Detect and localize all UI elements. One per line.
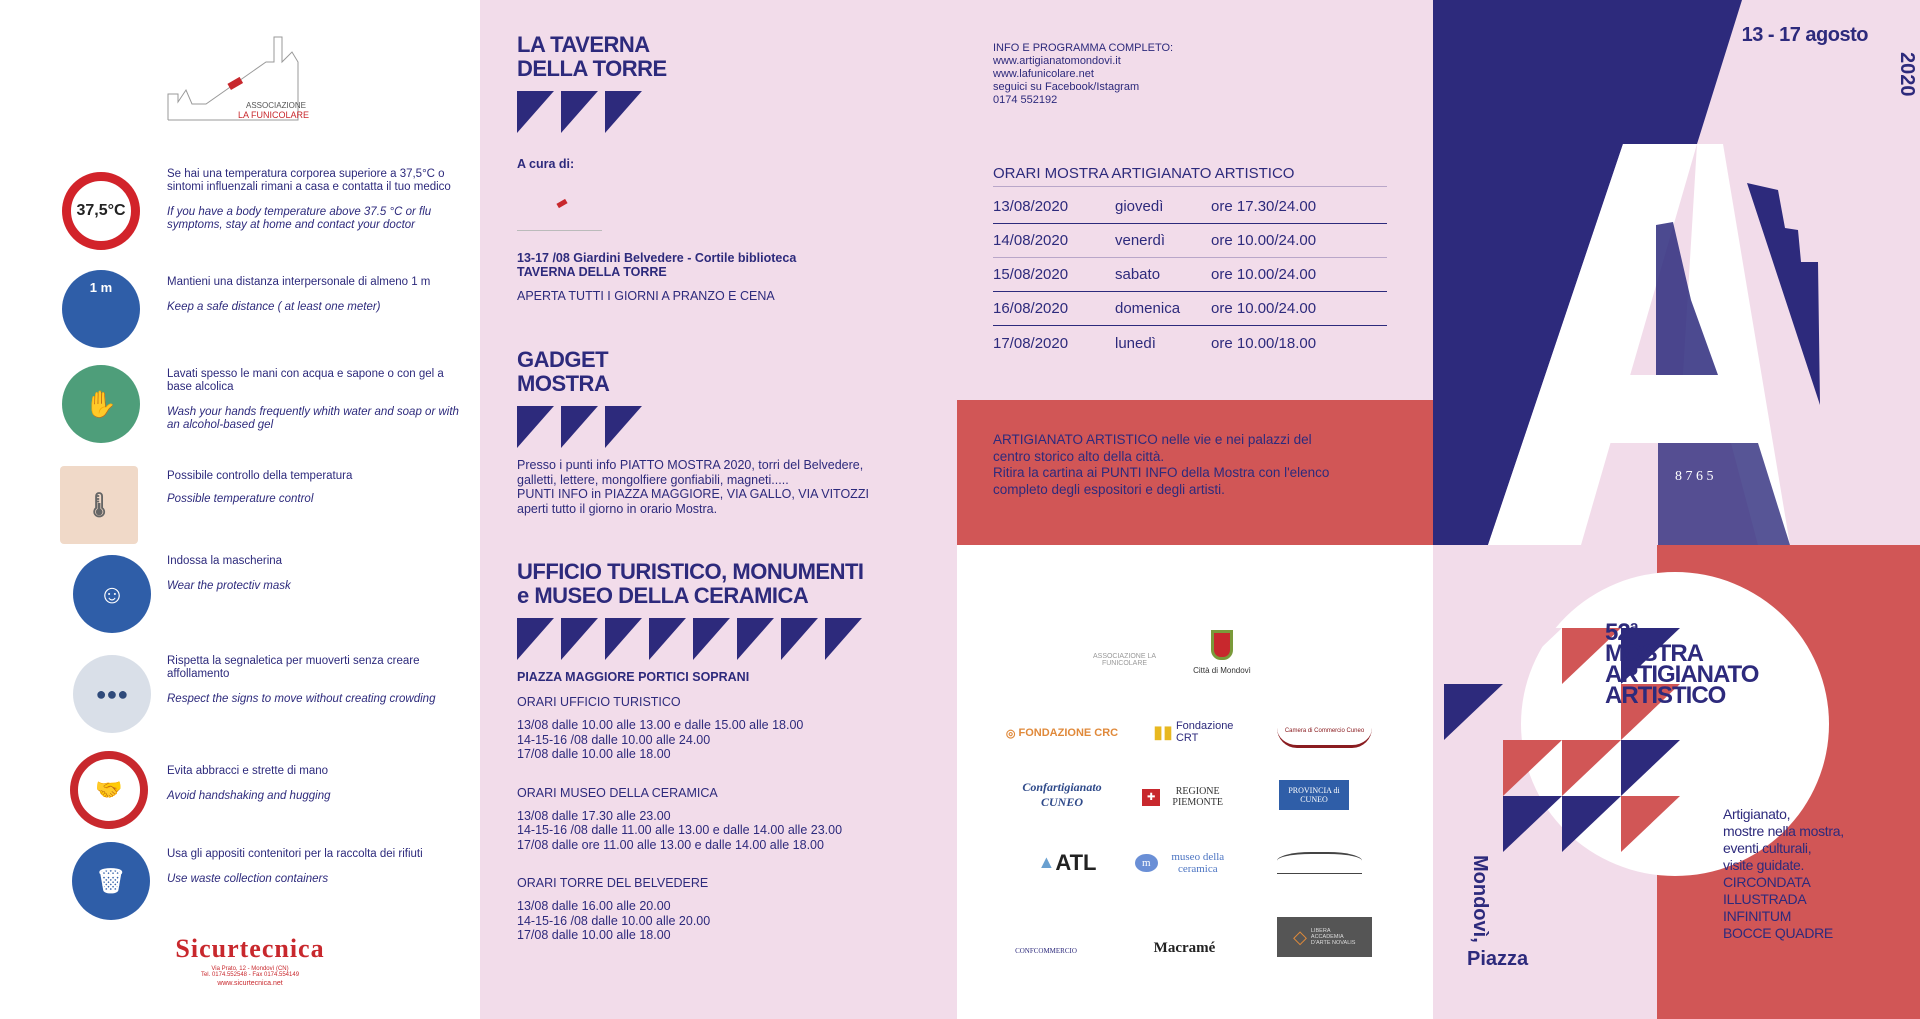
poster-cover — [1433, 0, 1920, 1019]
event-dates: 13 - 17 agosto — [1741, 24, 1868, 46]
svg-text:8 7 6 5: 8 7 6 5 — [1675, 469, 1714, 484]
crowd-icon: ●●● — [73, 655, 151, 733]
no-handshake-icon: 🤝 — [70, 751, 148, 829]
confartigianato-logo: Confartigianato CUNEO — [1022, 780, 1102, 809]
table-row: 16/08/2020 domenica ore 10.00/24.00 — [993, 292, 1387, 326]
ufficio-title: UFFICIO TURISTICO, MONUMENTI — [517, 559, 864, 584]
table-row: 13/08/2020 giovedì ore 17.30/24.00 — [993, 190, 1387, 224]
table-row: 14/08/2020 venerdì ore 10.00/24.00 — [993, 224, 1387, 258]
sicurtecnica-logo: Sicurtecnica Via Prato, 12 - Mondovì (CN) Tel. 0174.552548 - Fax 0174.554149 www.sicurtecnica.net — [175, 934, 325, 987]
poster-title: 52ª MOSTRA ARTIGIANATO ARTISTICO — [1605, 619, 1759, 709]
landscape-logo — [1277, 852, 1362, 874]
no-fever-icon: 37,5°C — [62, 172, 140, 250]
fondazione-crt-logo: ▮▮ Fondazione CRT — [1153, 720, 1234, 744]
macrame-logo: Macramé — [1153, 940, 1216, 956]
svg-text:LA FUNICOLARE: LA FUNICOLARE — [238, 110, 310, 120]
website-link[interactable]: www.lafunicolare.net — [993, 68, 1094, 80]
table-row: 17/08/2020 lunedì ore 10.00/18.00 — [993, 334, 1317, 352]
schedule-title: ORARI MOSTRA ARTIGIANATO ARTISTICO — [993, 165, 1387, 187]
schedule-panel: INFO E PROGRAMMA COMPLETO: www.artigianatomondovi.it www.lafunicolare.net seguici su Facebook/Istagram 0174 552192 ORARI MOSTRA ARTIGIANATO ARTISTICO 13/08/2020 giovedì ore 17.30/24.00 14/08/2020 venerdì ore 10.00/24.00 15/08/2020 sabato ore 10.00/24.00 16/08/2020 domenica ore 10.00/24.00 17/08/2020 lunedì ore 10.00/18.00 ARTIGIANATO ARTISTICO nelle vie e nei palazzi del centro storico alto della città. Ritira la cartina ai PUNTI INFO della Mostra con l'elenco completo degli espositori e degli artisti. ASSOCIAZIONE LA FUNICOLARE Città di Mondovì ◎ FONDAZIONE CRC ▮▮ Fondazione CRT Camera di Commercio Cuneo Confartigianato CUNEO ✚ REGIONE PIEMONTE PROVINCIA di CUNEO ▲ ATL m museo della ceramica CONFCOMMERCIO Macramé ◇ LIBERA ACCADEMIA D'ARTE NOVALIS — [957, 0, 1433, 1019]
event-year: 2020 — [1896, 52, 1918, 97]
mask-icon: ☺ — [73, 555, 151, 633]
regione-piemonte-logo: ✚ REGIONE PIEMONTE — [1142, 783, 1232, 811]
rule-it: Se hai una temperatura corporea superiore a 37,5°C o sintomi influenzali rimani a casa e contatta il tuo medico — [167, 168, 451, 193]
camera-commercio-logo: Camera di Commercio Cuneo — [1277, 716, 1372, 748]
triangle-decoration — [517, 618, 869, 660]
la-funicolare-logo: ASSOCIAZIONE LA FUNICOLARE — [1092, 653, 1157, 667]
la-funicolare-logo — [166, 32, 318, 122]
band-text: ARTIGIANATO ARTISTICO nelle vie e nei palazzi del centro storico alto della città. Ritira la cartina ai PUNTI INFO della Mostra con l'elenco completo degli espositori e degli artisti. — [993, 432, 1330, 497]
provincia-cuneo-logo: PROVINCIA di CUNEO — [1279, 780, 1349, 810]
svg-text:ASSOCIAZIONE: ASSOCIAZIONE — [246, 101, 307, 110]
table-row: 15/08/2020 sabato ore 10.00/24.00 — [993, 258, 1387, 292]
distance-icon: 1 m — [62, 270, 140, 348]
poster-artwork — [1433, 0, 1920, 1019]
rule-en: If you have a body temperature above 37.5 °C or flu symptoms, stay at home and contact your doctor — [167, 206, 432, 231]
website-link[interactable]: www.artigianatomondovi.it — [993, 55, 1121, 67]
gadget-title: GADGET — [517, 347, 609, 372]
triangle-decoration — [517, 91, 796, 133]
thermometer-icon: 🌡 — [60, 466, 138, 544]
poster-triangle — [1444, 740, 1503, 796]
fondazione-crc-logo: ◎ FONDAZIONE CRC — [1005, 727, 1119, 740]
la-funicolare-logo — [517, 181, 602, 231]
safety-panel: ASSOCIAZIONE LA FUNICOLARE 37,5°C Se hai una temperatura corporea superiore a 37,5°C o sintomi influenzali rimani a casa e contatta il tuo medico If you have a body temperature above 37.5 °C or flu symptoms, stay at home and contact your doctor 1 m Mantieni una distanza interpersonale di almeno 1 m Keep a safe distance ( at least one meter) ✋ Lavati spesso le mani con acqua e sapone o con gel a base alcolica Wash your hands frequently whith water and soap or with an alcohol-based gel 🌡 Possibile controllo della temperatura Possible temperature control ☺ Indossa la mascherina Wear the protectiv mask ●●● Rispetta la segnaletica per muoverti senza creare affollamento Respect the signs to move without creating crowding 🤝 Evita abbracci e strette di mano Avoid handshaking and hugging 🗑 Usa gli appositi contenitori per la raccolta dei rifiuti Use waste collection containers Sicurtecnica Via Prato, 12 - Mondovì (CN) Tel. 0174.552548 - Fax 0174.554149 www.sicurtecnica.net — [0, 0, 480, 1019]
waste-bin-icon: 🗑 — [72, 842, 150, 920]
place-mondovi: Mondovì, — [1469, 855, 1491, 943]
phone-number: 0174 552192 — [993, 94, 1058, 106]
museo-ceramica-logo: m museo della ceramica — [1135, 843, 1235, 883]
hand-wash-icon: ✋ — [62, 365, 140, 443]
confcommercio-logo: CONFCOMMERCIO — [1015, 947, 1077, 955]
taverna-title: LA TAVERNA — [517, 32, 650, 57]
accademia-novalis-logo: ◇ LIBERA ACCADEMIA D'ARTE NOVALIS — [1277, 917, 1372, 957]
citta-mondovi-logo: Città di Mondovì — [1182, 610, 1262, 675]
poster-description: Artigianato, mostre nella mostra, eventi culturali, visite guidate. CIRCONDATA ILLUSTRADA INFINITUM BOCCE QUADRE — [1723, 806, 1844, 941]
triangle-decoration — [517, 406, 869, 448]
info-panel: LA TAVERNA DELLA TORRE A cura di: 13-17 /08 Giardini Belvedere - Cortile biblioteca TAVERNA DELLA TORRE APERTA TUTTI I GIORNI A PRANZO E CENA GADGET MOSTRA Presso i punti info PIATTO MOSTRA 2020, torri del Belvedere, galletti, lettere, mongolfiere gonfiabili, magneti..... PUNTI INFO in PIAZZA MAGGIORE, VIA GALLO, VIA VITOZZI aperti tutto il giorno in orario Mostra. UFFICIO TURISTICO, MONUMENTI e MUSEO DELLA CERAMICA PIAZZA MAGGIORE PORTICI SOPRANI ORARI UFFICIO TURISTICO 13/08 dalle 10.00 alle 13.00 e dalle 15.00 alle 18.00 14-15-16 /08 dalle 10.00 alle 24.00 17/08 dalle 10.00 alle 18.00 ORARI MUSEO DELLA CERAMICA 13/08 dalle 17.30 alle 23.00 14-15-16 /08 dalle 11.00 alle 13.00 e dalle 14.00 alle 23.00 17/08 dalle ore 11.00 alle 13.00 e dalle 14.00 alle 18.00 ORARI TORRE DEL BELVEDERE 13/08 dalle 16.00 alle 20.00 14-15-16 /08 dalle 10.00 alle 20.00 17/08 dalle 10.00 alle 18.00 — [480, 0, 957, 1019]
poster-triangle — [1444, 684, 1503, 740]
atl-logo: ▲ ATL — [1037, 849, 1097, 875]
place-piazza: Piazza — [1467, 948, 1529, 970]
